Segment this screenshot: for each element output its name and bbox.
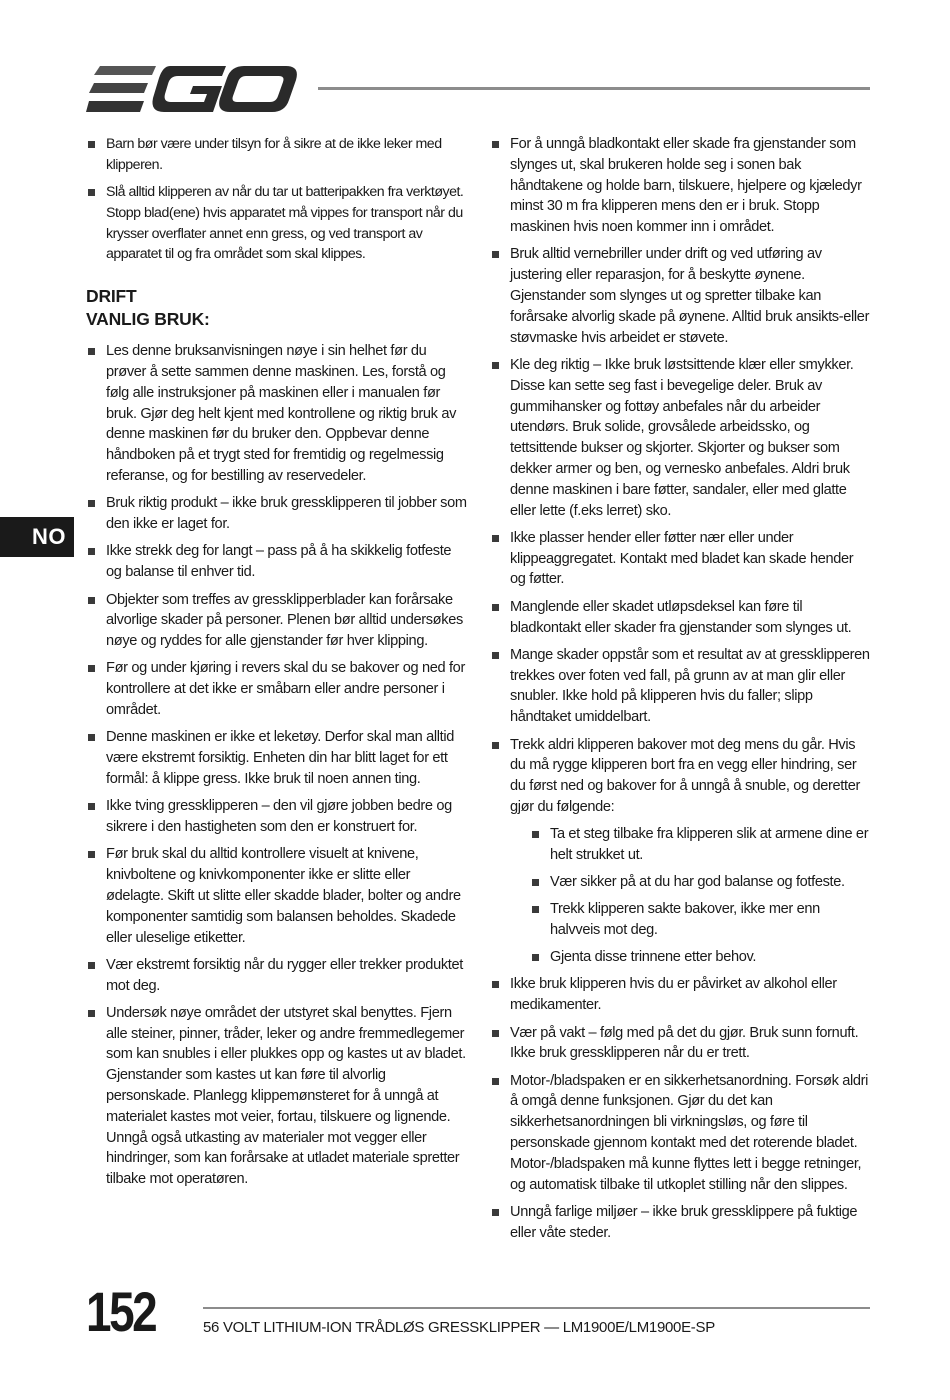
list-item: Objekter som treffes av gressklipperblader kan forårsake alvorlige skader på personer. Plenen bør alltid undersøkes nøye og ryddes for alle gjenstander før hver klipping. [86, 590, 468, 652]
sub-list-item: Trekk klipperen sakte bakover, ikke mer enn halvveis mot deg. [530, 899, 872, 941]
left-column [86, 134, 468, 1197]
list-item: Bruk riktig produkt – ikke bruk gressklipperen til jobber som den ikke er laget for. [86, 493, 468, 535]
operation-list [86, 341, 468, 1190]
page-number: 152 [86, 1280, 156, 1343]
sub-list [510, 824, 872, 968]
sub-list-item: Gjenta disse trinnene etter behov. [530, 947, 872, 968]
language-tab: NO [0, 517, 74, 557]
list-item-text: Trekk aldri klipperen bakover mot deg mens du går. Hvis du må rygge klipperen bort fra en vegg eller hindring, ser du først ned og bakover for å unngå å snuble, og deretter gjør du følgende: [510, 736, 860, 815]
list-item: For å unngå bladkontakt eller skade fra gjenstander som slynges ut, skal brukeren holde seg i sonen bak håndtakene og holde barn, tilskuere, hjelpere og kjæledyr minst 30 m fra klipperen mens den er i bruk. Stopp maskinen hvis noen kommer inn i området. [490, 134, 872, 238]
list-item: Vær på vakt – følg med på det du gjør. Bruk sunn fornuft. Ikke bruk gressklipperen når du er trett. [490, 1023, 872, 1065]
section-title-vanlig-bruk: VANLIG BRUK: [86, 309, 210, 330]
intro-list [86, 134, 468, 265]
list-item: Ikke strekk deg for langt – pass på å ha skikkelig fotfeste og balanse til enhver tid. [86, 541, 468, 583]
list-item [490, 735, 872, 968]
sub-list-item: Vær sikker på at du har god balanse og fotfeste. [530, 872, 872, 893]
safety-list [490, 134, 872, 1244]
right-column [490, 134, 872, 1250]
section-title [86, 285, 468, 331]
list-item: Før bruk skal du alltid kontrollere visuelt at knivene, knivboltene og knivkomponenter ikke er slitte eller ødelagte. Skift ut slitte eller skadde blader, bolter og andre komponenter samtidig som balansen beholdes. Skadede eller uleselige etiketter. [86, 844, 468, 948]
list-item: Kle deg riktig – Ikke bruk løstsittende klær eller smykker. Disse kan sette seg fast i bevegelige deler. Bruk av gummihansker og fottøy anbefales når du arbeider utendørs. Bruk solide, grovsålede arbeidssko, og tettsittende bukser og skjorter. Skjorter og bukser som dekker armer og ben, og vernesko anbefales. Aldri bruk denne maskinen i bare føtter, sandaler, eller med glatte eller lette (f.eks lerret) sko. [490, 355, 872, 521]
list-item: Bruk alltid vernebriller under drift og ved utføring av justering eller reparasjon, for å beskytte øynene. Gjenstander som slynges ut og spretter tilbake kan forårsake alvorlig skade på øynene. Alltid bruk ansikts-eller støvmaske hvis arbeidet er støvete. [490, 244, 872, 348]
list-item: Unngå farlige miljøer – ikke bruk gressklippere på fuktige eller våte steder. [490, 1202, 872, 1244]
list-item: Manglende eller skadet utløpsdeksel kan føre til bladkontakt eller skader fra gjenstander som slynges ut. [490, 597, 872, 639]
footer-title: 56 VOLT LITHIUM-ION TRÅDLØS GRESSKLIPPER — LM1900E/LM1900E-SP [203, 1319, 715, 1336]
header-rule [318, 87, 870, 90]
list-item: Før og under kjøring i revers skal du se bakover og ned for kontrollere at det ikke er småbarn eller andre personer i området. [86, 658, 468, 720]
sub-list-item: Ta et steg tilbake fra klipperen slik at armene dine er helt strukket ut. [530, 824, 872, 866]
list-item: Undersøk nøye området der utstyret skal benyttes. Fjern alle steiner, pinner, tråder, leker og andre fremmedlegemer som kan snubles i eller plukkes opp og kastes ut av bladet. Gjenstander som kastes ut kan føre til alvorlig personskade. Planlegg klippemønsteret for å unngå at materialet kastes mot veier, fortau, tilskuere og lignende. Unngå også utkasting av materialer mot vegger eller hindringer, som kan forårsake at utladet materiale spretter tilbake mot operatøren. [86, 1003, 468, 1190]
footer-rule [203, 1307, 870, 1309]
list-item: Barn bør være under tilsyn for å sikre at de ikke leker med klipperen. [86, 134, 468, 176]
list-item: Slå alltid klipperen av når du tar ut batteripakken fra verktøyet. Stopp blad(ene) hvis apparatet må vippes for transport når du krysser overflater annet enn gress, og ved transport av apparatet til og fra området som skal klippes. [86, 182, 468, 265]
list-item: Mange skader oppstår som et resultat av at gressklipperen trekkes over foten ved fall, på grunn av at man glir eller snubler. Ikke hold på klipperen hvis du faller; slipp håndtaket umiddelbart. [490, 645, 872, 728]
list-item: Les denne bruksanvisningen nøye i sin helhet før du prøver å sette sammen denne maskinen. Les, forstå og følg alle instruksjoner på maskinen eller i manualen før bruk. Gjør deg helt kjent med kontrollene og riktig bruk av denne maskinen før du bruker den. Oppbevar denne håndboken på et trygt sted for fremtidig og regelmessig referanse, og for bestilling av reservedeler. [86, 341, 468, 487]
section-title-drift: DRIFT [86, 286, 137, 307]
list-item: Denne maskinen er ikke et leketøy. Derfor skal man alltid være ekstremt forsiktig. Enheten din har blitt laget for ett formål: å klippe gress. Ikke bruk til noen annen ting. [86, 727, 468, 789]
ego-logo [86, 66, 298, 112]
list-item: Vær ekstremt forsiktig når du rygger eller trekker produktet mot deg. [86, 955, 468, 997]
list-item: Ikke plasser hender eller føtter nær eller under klippeaggregatet. Kontakt med bladet kan skade hender og føtter. [490, 528, 872, 590]
list-item: Motor-/bladspaken er en sikkerhetsanordning. Forsøk aldri å omgå denne funksjonen. Gjør du det kan sikkerhetsanordningen bli virkningsløs, og føre til personskade gjennom kontakt med det roterende bladet. Motor-/bladspaken må kunne flyttes lett i begge retninger, og automatisk tilbake til utkoplet stilling når den slippes. [490, 1071, 872, 1196]
list-item: Ikke tving gressklipperen – den vil gjøre jobben bedre og sikrere i den hastigheten som den er konstruert for. [86, 796, 468, 838]
list-item: Ikke bruk klipperen hvis du er påvirket av alkohol eller medikamenter. [490, 974, 872, 1016]
